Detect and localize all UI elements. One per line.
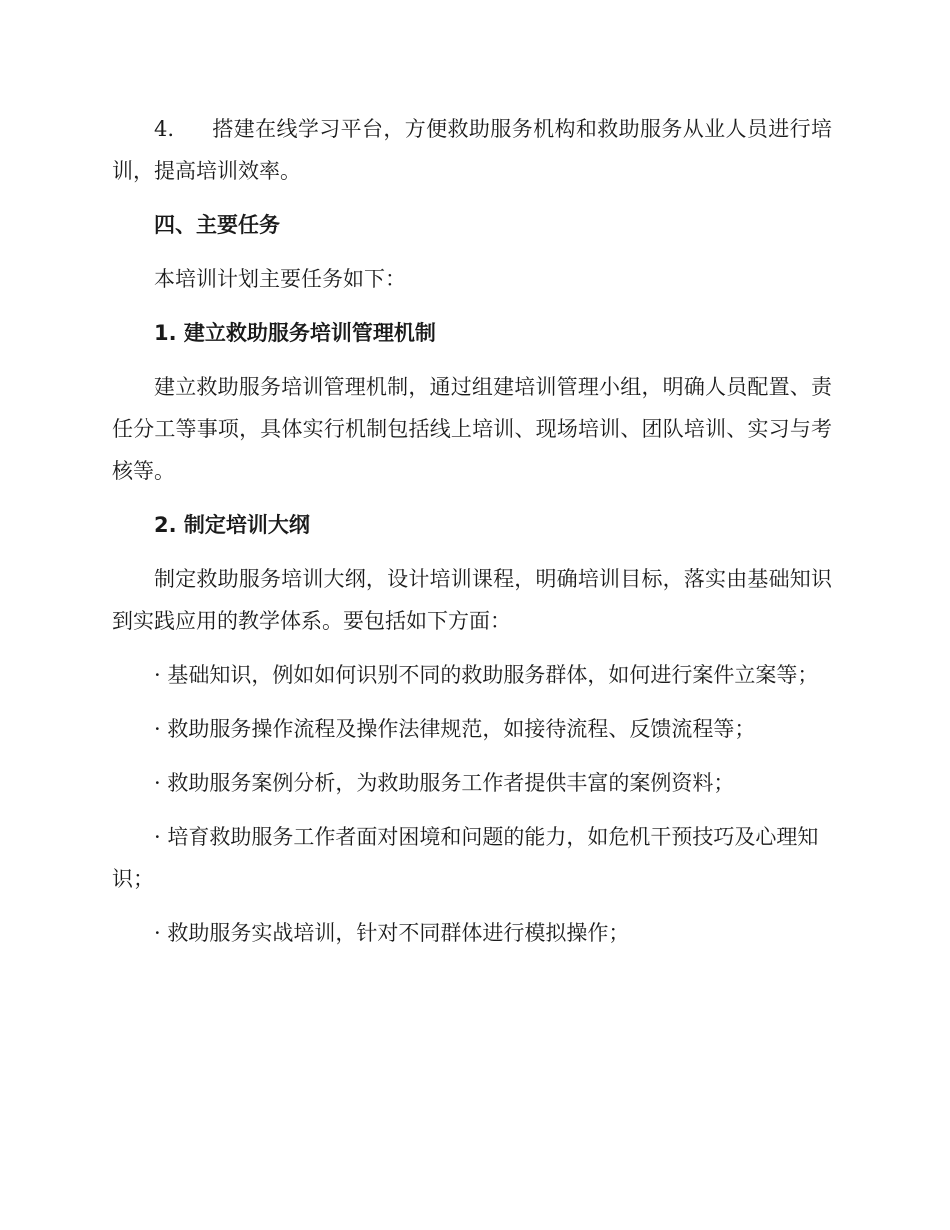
task-1-title: 1. 建立救助服务培训管理机制 (154, 321, 436, 345)
task-2-paragraph: 制定救助服务培训大纲，设计培训课程，明确培训目标，落实由基础知识到实践应用的教学体系。要包括如下方面： (112, 567, 832, 633)
item-4-paragraph (112, 108, 832, 192)
bullet-item: · 培育救助服务工作者面对困境和问题的能力，如危机干预技巧及心理知识； (112, 825, 819, 891)
document-page (112, 108, 832, 966)
task-1-paragraph: 建立救助服务培训管理机制，通过组建培训管理小组，明确人员配置、责任分工等事项，具体实行机制包括线上培训、现场培训、团队培训、实习与考核等。 (112, 375, 832, 483)
section-4-intro: 本培训计划主要任务如下： (154, 267, 406, 291)
task-2-title: 2. 制定培训大纲 (154, 513, 310, 537)
bullet-item: · 救助服务操作流程及操作法律规范，如接待流程、反馈流程等； (154, 717, 756, 741)
section-4-title: 四、主要任务 (154, 213, 280, 237)
bullet-item: · 救助服务实战培训，针对不同群体进行模拟操作； (154, 921, 630, 945)
item-4-number: 4. (154, 117, 175, 141)
bullet-item: · 救助服务案例分析，为救助服务工作者提供丰富的案例资料； (154, 771, 735, 795)
item-4-text: 搭建在线学习平台，方便救助服务机构和救助服务从业人员进行培训，提高培训效率。 (112, 117, 832, 183)
bullet-item: · 基础知识，例如如何识别不同的救助服务群体，如何进行案件立案等； (154, 663, 819, 687)
